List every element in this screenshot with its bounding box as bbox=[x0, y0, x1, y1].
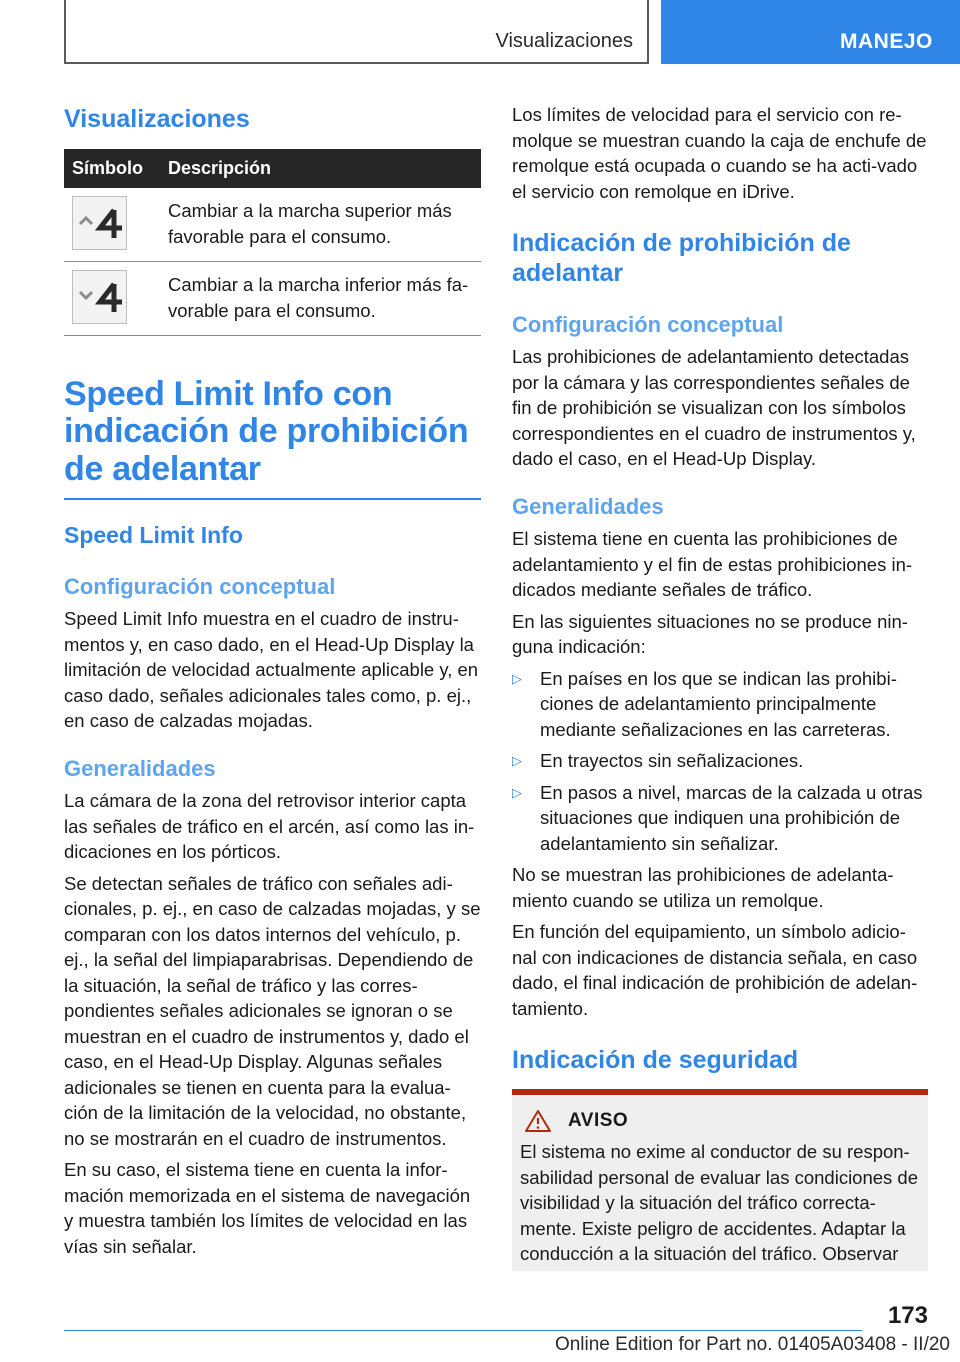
table-header-description: Descripción bbox=[156, 149, 481, 188]
general-paragraph-right-2: En las siguientes situaciones no se produce nin-guna indicación: bbox=[512, 610, 908, 658]
general-heading-right: Generalidades bbox=[512, 493, 664, 519]
header-section-box bbox=[64, 0, 649, 64]
no-passing-heading: Indicación de prohibición de adelantar bbox=[512, 229, 851, 287]
triangle-bullet-icon: ▷ bbox=[512, 670, 522, 686]
left-column bbox=[64, 94, 481, 1259]
footer-edition: Online Edition for Part no. 01405A03408 - II/20 bbox=[554, 1334, 950, 1355]
speed-limit-main-heading: Speed Limit Info con indicación de prohibición de adelantar bbox=[64, 375, 469, 488]
trailer-paragraph: Los límites de velocidad para el servicio con re-molque se muestran cuando la caja de enchufe de remolque está ocupada o cuando se ha acti-vado el servicio con remolque en iDrive. bbox=[512, 104, 927, 202]
header-section-title: Visualizaciones bbox=[495, 30, 633, 52]
table-row bbox=[64, 262, 481, 336]
warning-box bbox=[512, 1089, 928, 1271]
general-paragraph-1: La cámara de la zona del retrovisor interior capta las señales de tráfico en el arcén, así como las in-dicaciones en los pórticos. bbox=[64, 790, 475, 863]
right-column bbox=[512, 94, 928, 1271]
general-paragraph-right-4: En función del equipamiento, un símbolo adicio-nal con indicaciones de distancia señala, en caso dado, el final indicación de prohibición de adelan-tamiento. bbox=[512, 921, 918, 1019]
table-header-row bbox=[64, 149, 481, 188]
concept-heading: Configuración conceptual bbox=[64, 573, 336, 599]
list-item: ▷ En trayectos sin señalizaciones. bbox=[512, 748, 928, 774]
situations-list bbox=[512, 666, 928, 857]
speed-limit-info-heading: Speed Limit Info bbox=[64, 522, 243, 549]
footer-divider bbox=[64, 1330, 862, 1331]
general-heading: Generalidades bbox=[64, 755, 216, 781]
list-item: ▷ En países en los que se indican las prohibi-ciones de adelantamiento principalmente mediante señalizaciones en las carreteras. bbox=[512, 667, 897, 740]
concept-paragraph-right: Las prohibiciones de adelantamiento detectadas por la cámara y las correspondientes señales de fin de prohibición se visualizan con los símbolos correspondientes en el cuadro de instrumentos y, dado el caso, en el Head-Up Display. bbox=[512, 346, 916, 470]
warning-header bbox=[520, 1109, 920, 1133]
list-item: ▷ En pasos a nivel, marcas de la calzada u otras situaciones que indiquen una prohibición de adelantamiento sin señalizar. bbox=[512, 781, 923, 854]
table-header-symbol: Símbolo bbox=[64, 149, 156, 188]
triangle-bullet-icon: ▷ bbox=[512, 784, 522, 800]
page-number: 173 bbox=[887, 1302, 928, 1329]
table-cell-description: Cambiar a la marcha superior más favorable para el consumo. bbox=[156, 188, 481, 262]
warning-text: El sistema no exime al conductor de su respon-sabilidad personal de evaluar las condiciones de visibilidad y la situación del tráfico correcta-mente. Existe peligro de accidentes. Adaptar la conducción a la situación del tráfico. Observar bbox=[520, 1141, 919, 1265]
general-paragraph-right-3: No se muestran las prohibiciones de adelanta-miento cuando se utiliza un remolque. bbox=[512, 864, 894, 911]
general-paragraph-3: En su caso, el sistema tiene en cuenta la infor-mación memorizada en el sistema de navegación y muestra también los límites de velocidad en las vías sin señalar. bbox=[64, 1159, 471, 1257]
symbol-table bbox=[64, 149, 481, 336]
warning-triangle-icon bbox=[524, 1109, 552, 1133]
table-cell-symbol bbox=[64, 262, 156, 336]
concept-heading-right: Configuración conceptual bbox=[512, 312, 784, 337]
section-divider bbox=[64, 498, 481, 500]
visualizaciones-heading: Visualizaciones bbox=[64, 105, 250, 133]
table-cell-symbol bbox=[64, 188, 156, 262]
gear-up-4-icon bbox=[72, 196, 127, 250]
header-chapter-tab: MANEJO bbox=[661, 0, 960, 64]
general-paragraph-right-1: El sistema tiene en cuenta las prohibiciones de adelantamiento y el fin de estas prohibiciones in-dicados mediante señales de tráfico. bbox=[512, 528, 913, 601]
concept-paragraph: Speed Limit Info muestra en el cuadro de instru-mentos y, en caso dado, en el Head-Up Display la limitación de velocidad actualmente aplicable y, en caso dado, señales adicionales tales como, p. ej., en caso de calzadas mojadas. bbox=[64, 608, 479, 732]
table-cell-description: Cambiar a la marcha inferior más fa-vorable para el consumo. bbox=[156, 262, 481, 336]
gear-down-4-icon bbox=[72, 270, 127, 324]
triangle-bullet-icon: ▷ bbox=[512, 753, 522, 769]
warning-label: AVISO bbox=[568, 1110, 629, 1132]
table-row bbox=[64, 188, 481, 262]
safety-heading: Indicación de seguridad bbox=[512, 1046, 799, 1075]
general-paragraph-2: Se detectan señales de tráfico con señales adi-cionales, p. ej., en caso de calzadas mojadas, y se comparan con los datos internos del vehículo, p. ej., la señal del limpiaparabrisas. Dependiendo de la situación, la señal de tráfico y las corres-pondientes señales adicionales se ignoran o se muestran en el cuadro de instrumentos y, dado el caso, en el Head-Up Display. Algunas señales adicionales se tienen en cuenta para la evalua-ción de la limitación de la velocidad, no obstante, no se mostrarán en el cuadro de instrumentos. bbox=[64, 872, 481, 1149]
